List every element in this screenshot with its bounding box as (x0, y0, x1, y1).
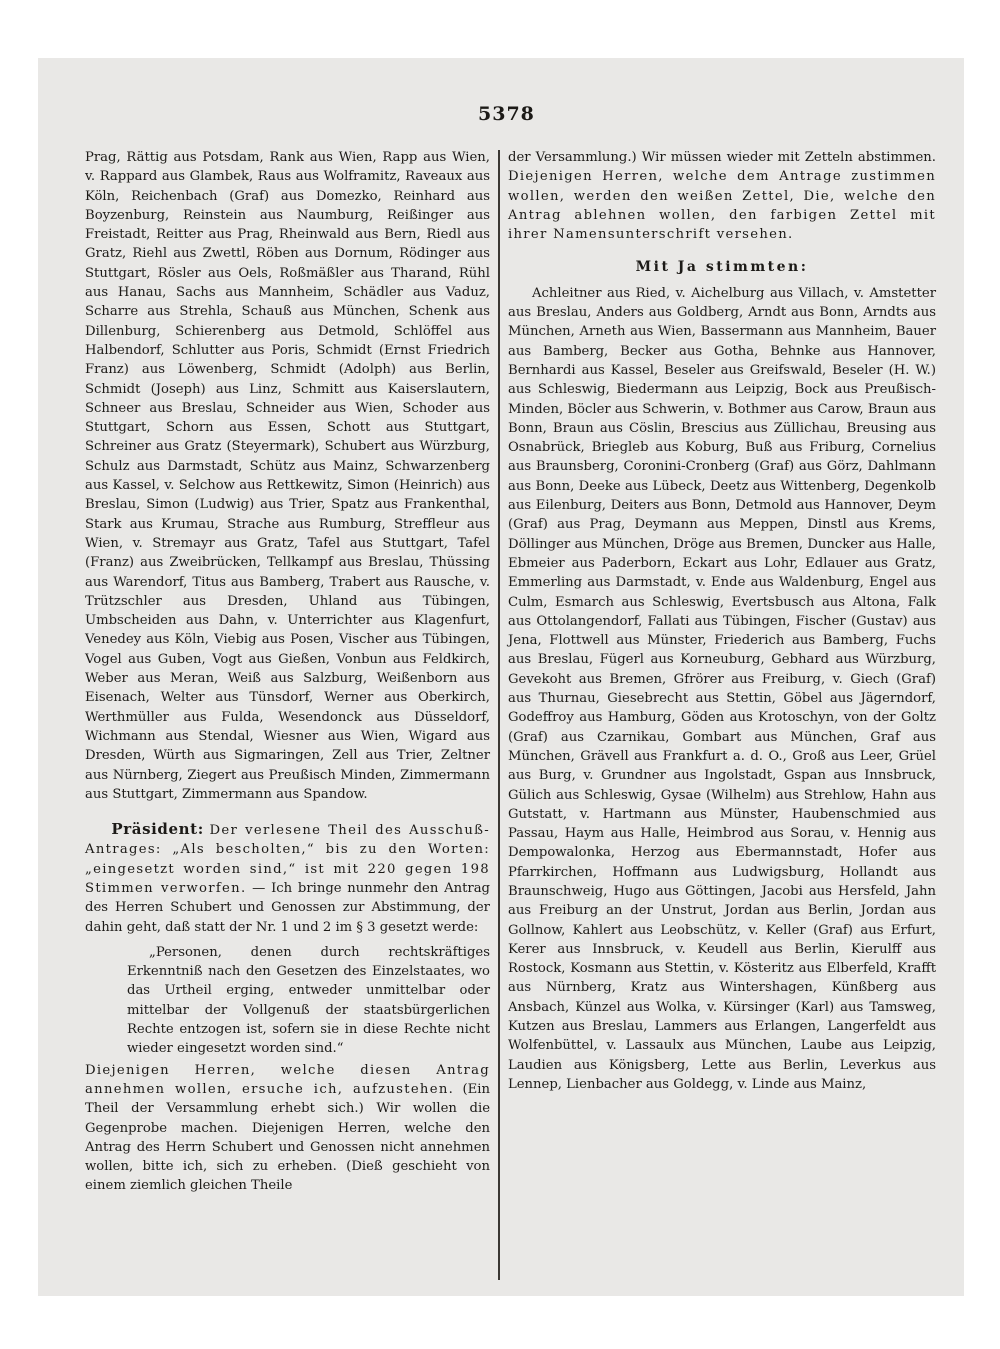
left-column (85, 148, 490, 1196)
speaker-label: Präsident: (111, 820, 204, 839)
vote-call (85, 1061, 490, 1196)
motion-introduction: — Ich bringe nunmehr den Antrag des Herren Schubert und Genossen zur Abstimmung, der dahin geht, daß statt der Nr. 1 und 2 im § 3 gesetzt werde: (85, 880, 490, 935)
ballot-instruction: Diejenigen Herren, welche dem Antrage zustimmen wollen, werden den weißen Zettel, Die, welche den Antrag ablehnen wollen, den farbigen Zettel mit ihrer Namensunterschrift versehen. (508, 169, 936, 243)
column-divider (498, 150, 500, 1280)
page-number: 5378 (478, 103, 535, 125)
yes-votes-list: Achleitner aus Ried, v. Aichelburg aus Villach, v. Amstetter aus Breslau, Anders aus Goldberg, Arndt aus Bonn, Arndts aus München, Arneth aus Wien, Bassermann aus Mannheim, Bauer aus Bamberg, Becker aus Gotha, Behnke aus Hannover, Bernhardi aus Kassel, Beseler aus Greifswald, Beseler (H. W.) aus Schleswig, Biedermann aus Leipzig, Bock aus Preußisch-Minden, Böcler aus Schwerin, v. Bothmer aus Carow, Braun aus Bonn, Braun aus Cöslin, Brescius aus Züllichau, Breusing aus Osnabrück, Briegleb aus Koburg, Buß aus Friburg, Cornelius aus Braunsberg, Coronini-Cronberg (Graf) aus Görz, Dahlmann aus Bonn, Deeke aus Lübeck, Deetz aus Wittenberg, Degenkolb aus Eilenburg, Deiters aus Bonn, Detmold aus Hannover, Deym (Graf) aus Prag, Deymann aus Meppen, Dinstl aus Krems, Döllinger aus München, Dröge aus Bremen, Duncker aus Halle, Ebmeier aus Paderborn, Eckart aus Lohr, Edlauer aus Gratz, Emmerling aus Darmstadt, v. Ende aus Waldenburg, Engel aus Culm, Esmarch aus Schleswig, Evertsbusch aus Altona, Falk aus Ottolangendorf, Fallati aus Tübingen, Fischer (Gustav) aus Jena, Flottwell aus Münster, Friederich aus Bamberg, Fuchs aus Breslau, Fügerl aus Korneuburg, Gebhard aus Würzburg, Gevekoht aus Bremen, Gfrörer aus Freiburg, v. Giech (Graf) aus Thurnau, Giesebrecht aus Stettin, Göbel aus Jägerndorf, Godeffroy aus Hamburg, Göden aus Krotoschyn, von der Goltz (Graf) aus Czarnikau, Gombart aus München, Graf aus München, Grävell aus Frankfurt a. d. O., Groß aus Leer, Grüel aus Burg, v. Grundner aus Ingolstadt, Gspan aus Innsbruck, Gülich aus Schleswig, Gysae (Wilhelm) aus Strehlow, Hahn aus Gutstatt, v. Hartmann aus Münster, Haubenschmied aus Passau, Haym aus Halle, Heimbrod aus Sorau, v. Hennig aus Dempowalonka, Herzog aus Ebermannstadt, Hofer aus Pfarrkirchen, Hoffmann aus Ludwigsburg, Hollandt aus Braunschweig, Hugo aus Göttingen, Jacobi aus Hersfeld, Jahn aus Freiburg an der Unstrut, Jordan aus Berlin, Jordan aus Gollnow, Kahlert aus Leobschütz, v. Keller (Graf) aus Erfurt, Kerer aus Innsbruck, v. Keudell aus Berlin, Kierulff aus Rostock, Kosmann aus Stettin, v. Kösteritz aus Elberfeld, Krafft aus Nürnberg, Kratz aus Wintershagen, Künßberg aus Ansbach, Künzel aus Wolka, v. Kürsinger (Karl) aus Tamsweg, Kutzen aus Breslau, Lammers aus Erlangen, Langerfeldt aus Wolfenbüttel, v. Lassaulx aus München, Laube aus Leipzig, Laudien aus Königsberg, Lette aus Berlin, Leverkus aus Lennep, Lienbacher aus Goldegg, v. Linde aus Mainz, (508, 285, 936, 1092)
right-column (508, 148, 936, 1094)
continuation-text: der Versammlung.) Wir müssen wieder mit Zetteln abstimmen. (508, 150, 936, 165)
vote-names-continued: Prag, Rättig aus Potsdam, Rank aus Wien, Rapp aus Wien, v. Rappard aus Glambek, Raus aus Wolframitz, Raveaux aus Köln, Reichenbach (Graf) aus Domezko, Reinhard aus Boyzenburg, Reinstein aus Naumburg, Reißinger aus Freistadt, Reitter aus Prag, Rheinwald aus Bern, Riedl aus Gratz, Riehl aus Zwettl, Röben aus Dornum, Rödinger aus Stuttgart, Rösler aus Oels, Roßmäßler aus Tharand, Rühl aus Hanau, Sachs aus Mannheim, Schädler aus Vaduz, Scharre aus Strehla, Schauß aus München, Schenk aus Dillenburg, Schierenberg aus Detmold, Schlöffel aus Halbendorf, Schlutter aus Poris, Schmidt (Ernst Friedrich Franz) aus Löwenberg, Schmidt (Adolph) aus Berlin, Schmidt (Joseph) aus Linz, Schmitt aus Kaiserslautern, Schneer aus Breslau, Schneider aus Wien, Schoder aus Stuttgart, Schorn aus Essen, Schott aus Stuttgart, Schreiner aus Gratz (Steyermark), Schubert aus Würzburg, Schulz aus Darmstadt, Schütz aus Mainz, Schwarzenberg aus Kassel, v. Selchow aus Rettkewitz, Simon (Heinrich) aus Breslau, Simon (Ludwig) aus Trier, Spatz aus Frankenthal, Stark aus Krumau, Strache aus Rumburg, Streffleur aus Wien, v. Stremayr aus Gratz, Tafel aus Stuttgart, Tafel (Franz) aus Zweibrücken, Tellkampf aus Breslau, Thüssing aus Warendorf, Titus aus Bamberg, Trabert aus Rausche, v. Trützschler aus Dresden, Uhland aus Tübingen, Umbscheiden aus Dahn, v. Unterrichter aus Klagenfurt, Venedey aus Köln, Viebig aus Posen, Vischer aus Tübingen, Vogel aus Guben, Vogt aus Gießen, Vonbun aus Feldkirch, Weber aus Meran, Weiß aus Salzburg, Weißenborn aus Eisenach, Welter aus Tünsdorf, Werner aus Oberkirch, Werthmüller aus Fulda, Wesendonck aus Düsseldorf, Wichmann aus Stendal, Wiesner aus Wien, Wigard aus Dresden, Würth aus Sigmaringen, Zell aus Trier, Zeltner aus Nürnberg, Ziegert aus Preußisch Minden, Zimmermann aus Stuttgart, Zimmermann aus Spandow. (85, 150, 490, 802)
president-statement (85, 820, 490, 937)
vote-call-emphasis: Diejenigen Herren, welche diesen Antrag annehmen wollen, ersuche ich, aufzustehen. (85, 1062, 490, 1097)
motion-quote: „Personen, denen durch rechtskräftiges Erkenntniß nach den Gesetzen des Einzelstaates, wo das Urtheil erging, entweder unmittelbar oder mittelbar der Vollgenuß der staatsbürgerlichen Rechte entzogen ist, sofern sie in diese Rechte nicht wieder eingesetzt worden sind.“ (127, 944, 490, 1057)
vote-call-rest: (Ein Theil der Versammlung erhebt sich.) Wir wollen die Gegenprobe machen. Diejenigen Herren, welche den Antrag des Herrn Schubert und Genossen nicht annehmen wollen, bitte ich, sich zu erheben. (Dieß geschieht von einem ziemlich gleichen Theile (85, 1081, 490, 1194)
result-announcement: Der verlesene Theil des Ausschuß-Antrages: „Als bescholten,“ bis zu den Worten: „eingesetzt worden sind,“ ist mit 220 gegen 198 Stimmen verworfen. (85, 823, 490, 896)
voting-instruction (508, 148, 936, 244)
yes-votes-heading: Mit Ja stimmten: (635, 259, 809, 276)
